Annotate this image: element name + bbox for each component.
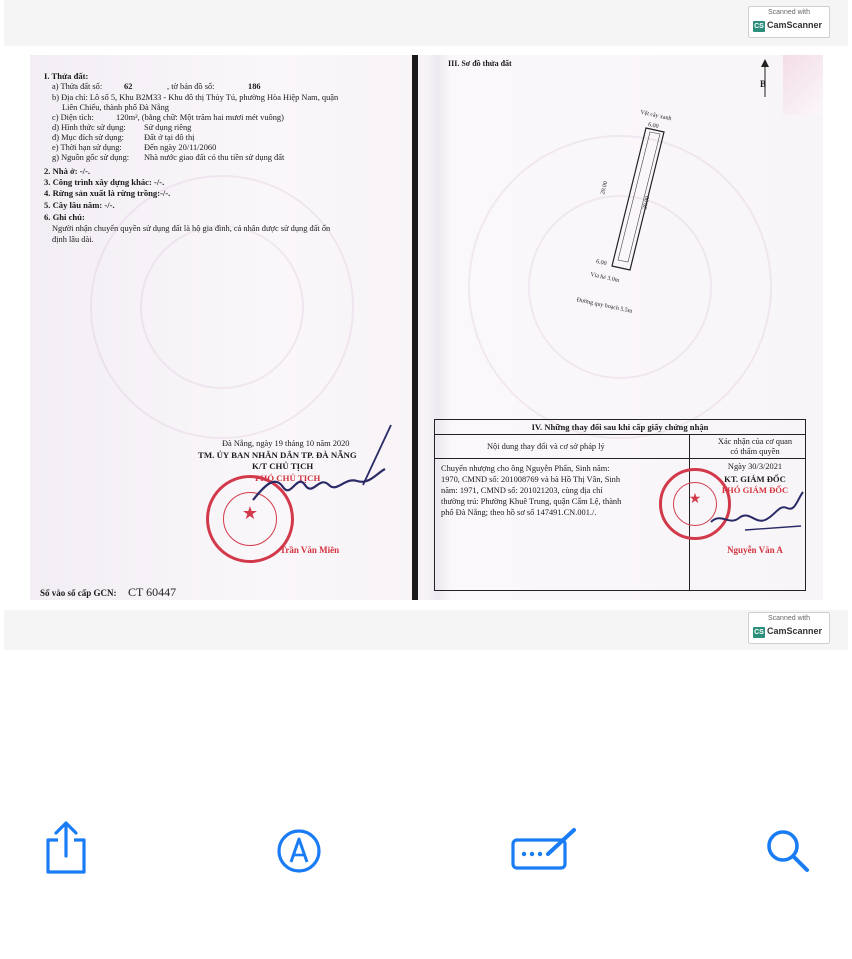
gcn-register-number: CT 60447 bbox=[128, 585, 177, 599]
col-confirm-header-1: Xác nhận của cơ quan bbox=[717, 437, 793, 446]
change-line-5: phố Đà Nẵng; theo hồ sơ số 147491.CN.001./. bbox=[441, 508, 597, 517]
table-title: IV. Những thay đổi sau khi cấp giấy chứng nhận bbox=[531, 422, 709, 432]
address-line-1: b) Địa chỉ: Lô số 5, Khu B2M33 - Khu đô thị Thủy Tú, phường Hòa Hiệp Nam, quận bbox=[52, 93, 339, 102]
map-sheet-number: 186 bbox=[248, 82, 261, 91]
change-line-1: Chuyển nhượng cho ông Nguyễn Phấn, Sinh năm: bbox=[441, 464, 610, 473]
share-icon bbox=[44, 820, 88, 876]
area-label: c) Diện tích: bbox=[52, 113, 94, 122]
right-length: 20.00 bbox=[642, 195, 652, 211]
confirm-role-2: PHÓ GIÁM ĐỐC bbox=[721, 485, 789, 495]
usage-term-label: e) Thời hạn sử dụng: bbox=[52, 143, 122, 152]
section-3-structures: 3. Công trình xây dựng khác: -/-. bbox=[44, 177, 165, 187]
changes-table bbox=[434, 419, 806, 591]
usage-origin-line bbox=[52, 153, 285, 162]
usage-form-label: d) Hình thức sử dụng: bbox=[52, 123, 126, 132]
search-button[interactable] bbox=[765, 828, 811, 879]
col-confirm-header-2: có thẩm quyền bbox=[730, 447, 780, 456]
scan-footer-band bbox=[4, 610, 848, 650]
top-boundary-label: Vệt cây xanh bbox=[639, 109, 672, 123]
note-line-1: Người nhận chuyển quyền sử dụng đất là hộ gia đình, cá nhân được sử dụng đất ổn bbox=[52, 224, 331, 233]
north-label: B bbox=[760, 79, 767, 89]
seal-star-icon: ★ bbox=[241, 502, 259, 523]
markup-icon bbox=[276, 828, 322, 874]
camscanner-badge-bottom bbox=[748, 612, 830, 644]
usage-purpose-line bbox=[52, 133, 195, 142]
land-certificate-scan bbox=[30, 55, 823, 600]
bottom-width: 6.00 bbox=[595, 258, 608, 268]
scanned-with-label: Scanned with bbox=[767, 9, 811, 16]
parcel-number: 62 bbox=[124, 82, 133, 91]
table-title-row bbox=[435, 420, 805, 435]
table-header-row bbox=[435, 435, 805, 459]
map-sheet-label: , tờ bản đồ số: bbox=[167, 82, 215, 91]
camscanner-brand: CamScanner bbox=[767, 626, 823, 636]
confirm-date: Ngày 30/3/2021 bbox=[727, 462, 783, 471]
usage-form-line bbox=[52, 123, 192, 132]
parcel-label: a) Thửa đất số: bbox=[52, 82, 103, 91]
confirm-signer: Nguyễn Văn A bbox=[727, 545, 783, 555]
camscanner-logo-icon: CS bbox=[754, 23, 764, 30]
plot-diagram bbox=[558, 110, 678, 280]
sidewalk-label: Vỉa hè 3.0m bbox=[589, 271, 620, 285]
vice-chairman-title: PHÓ CHỦ TỊCH bbox=[255, 473, 321, 483]
chairman-title: K/T CHỦ TỊCH bbox=[252, 461, 314, 471]
signer-name: Trần Văn Miên bbox=[280, 545, 340, 555]
gcn-register-label: Số vào sổ cấp GCN: bbox=[40, 588, 117, 598]
certificate-left-page bbox=[30, 55, 412, 600]
issuing-authority: TM. ỦY BAN NHÂN DÂN TP. ĐÀ NẴNG bbox=[198, 450, 357, 460]
usage-purpose-label: đ) Mục đích sử dụng: bbox=[52, 133, 124, 142]
share-button[interactable] bbox=[44, 820, 88, 881]
signature-button[interactable] bbox=[510, 826, 578, 877]
camscanner-logo-icon: CS bbox=[754, 629, 764, 636]
change-line-2: 1970, CMND số: 201008769 và bà Hồ Thị Vân, Sinh bbox=[441, 475, 621, 484]
camscanner-brand: CamScanner bbox=[767, 20, 823, 30]
issue-date: Đà Nẵng, ngày 19 tháng 10 năm 2020 bbox=[222, 439, 350, 448]
section-3-plot-diagram: III. Sơ đồ thửa đất bbox=[448, 59, 512, 68]
signature-left bbox=[245, 415, 395, 515]
left-length: 20.00 bbox=[600, 180, 610, 196]
change-line-4: thường trú: Phường Khuê Trung, quận Cẩm Lệ, thành bbox=[441, 497, 622, 506]
section-4-forest: 4. Rừng sản xuất là rừng trồng:-/-. bbox=[44, 188, 171, 198]
search-icon bbox=[765, 828, 811, 874]
area-value: 120m², (bằng chữ: Một trăm hai mươi mét vuông) bbox=[116, 113, 284, 122]
usage-origin-value: Nhà nước giao đất có thu tiền sử dụng đất bbox=[144, 153, 285, 162]
usage-term-value: Đến ngày 20/11/2060 bbox=[144, 143, 217, 152]
markup-button[interactable] bbox=[276, 828, 322, 879]
address-line-2: Liên Chiểu, thành phố Đà Nẵng bbox=[62, 103, 169, 112]
change-line-3: năm: 1971, CMND số: 201021203, cùng địa chỉ bbox=[441, 486, 603, 495]
usage-origin-label: g) Nguồn gốc sử dụng: bbox=[52, 153, 130, 162]
confirm-role-1: KT. GIÁM ĐỐC bbox=[724, 474, 786, 484]
seal-star-icon: ★ bbox=[688, 491, 702, 507]
section-6-notes: 6. Ghi chú: bbox=[44, 212, 85, 222]
certificate-right-page bbox=[418, 55, 823, 600]
note-line-2: định lâu dài. bbox=[52, 235, 94, 244]
section-2-housing: 2. Nhà ở: -/-. bbox=[44, 166, 91, 176]
planned-road-label: Đường quy hoạch 5.5m bbox=[575, 297, 633, 315]
section-5-perennial: 5. Cây lâu năm: -/-. bbox=[44, 200, 115, 210]
scanned-with-label: Scanned with bbox=[767, 615, 811, 622]
usage-term-line bbox=[52, 143, 217, 152]
usage-purpose-value: Đất ở tại đô thị bbox=[144, 133, 195, 142]
col-content-header: Nội dung thay đổi và cơ sở pháp lý bbox=[487, 442, 605, 451]
section-1-heading: I. Thửa đất: bbox=[44, 71, 89, 81]
scan-header-band bbox=[4, 0, 848, 46]
signature-icon bbox=[510, 826, 578, 872]
top-width: 6.00 bbox=[647, 121, 660, 131]
area-line bbox=[52, 113, 284, 122]
watermark-seal bbox=[140, 225, 304, 389]
camscanner-badge-top bbox=[748, 6, 830, 38]
parcel-line bbox=[52, 82, 261, 91]
usage-form-value: Sử dụng riêng bbox=[144, 123, 192, 132]
signature-right bbox=[705, 482, 805, 537]
